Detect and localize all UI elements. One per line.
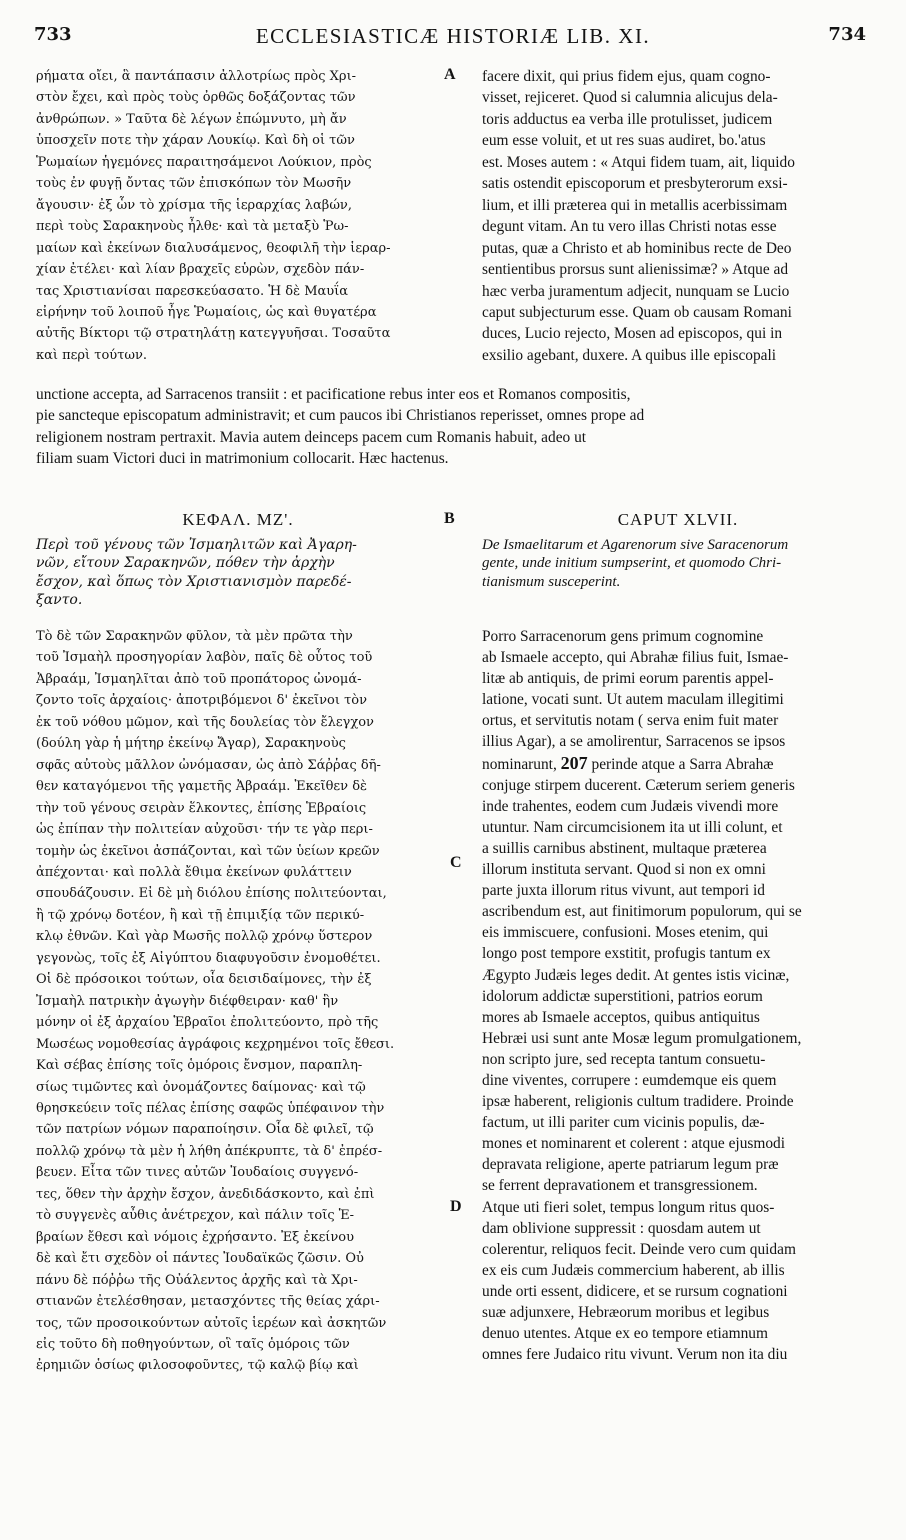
greek-line: Ἀβραάμ, Ἰσμαηλῖται ἀπὸ τοῦ προπάτορος ὠνομά- xyxy=(36,671,362,687)
latin-line: ipsæ haberent, religionis cultum tradidere. Proinde xyxy=(482,1093,794,1111)
greek-line: τας Χριστιανίσαι παρεσκεύασατο. Ἡ δὲ Μαυΐα xyxy=(36,283,349,299)
greek-line: εἰρήνην τοῦ λοιποῦ ἦγε Ῥωμαίοις, ὡς καὶ θυγατέρα xyxy=(36,304,377,320)
latin-line: illorum instituta servant. Quod si non ex omni xyxy=(482,861,766,879)
latin-line: Hebræi usi sunt ante Mosæ legum promulgationem, xyxy=(482,1029,802,1047)
latin-line: conjuge stirpem ducerent. Cæterum seriem generis xyxy=(482,776,795,794)
subtitle-line: ξαντο. xyxy=(36,591,83,608)
greek-line: πολλῷ χρόνῳ τὰ μὲν ἡ λήθη ἀπέκρυπτε, τὰ δ' ἐπρέσ- xyxy=(36,1143,383,1159)
greek-column-top xyxy=(36,66,440,366)
latin-line: dine viventes, corrupere : eumdemque eis quem xyxy=(482,1071,777,1089)
greek-line: τὴν τοῦ γένους σειρὰν ἕλκοντες, ἐπίσης Ἑβραίοις xyxy=(36,800,367,816)
page-number-left: 733 xyxy=(34,24,72,45)
greek-line: Ἰσμαὴλ πατρικὴν ἀγωγὴν διέφθειραν· καθ' ἣν xyxy=(36,993,339,1009)
latin-line: exsilio agebant, duxere. A quibus ille episcopali xyxy=(482,346,777,364)
latin-line: suæ adjunxere, Hebræorum moribus et legibus xyxy=(482,1304,770,1321)
latin-body-lines-b xyxy=(482,775,874,1366)
latin-line: litæ ab antiquis, de primi eorum parentis appel- xyxy=(482,670,774,688)
greek-line: Μωσέως νομοθεσίας ἀγράφοις κεχρημένοι τοῖς ἔθεσι. xyxy=(36,1036,395,1052)
greek-line: δὲ καὶ ἔτι σχεδὸν οἱ πάντες Ἰουδαϊκῶς ζῶσιν. Οὐ xyxy=(36,1251,364,1267)
greek-line: ἀπέχονται· καὶ πολλὰ ἔθιμα ἐκείνων φυλάττειν xyxy=(36,864,352,880)
latin-line: dam oblivione suppressit : quosdam autem ut xyxy=(482,1219,761,1237)
greek-column-body xyxy=(36,626,440,1377)
latin-line: ascribendum est, aut finitimorum populorum, qui se xyxy=(482,903,802,921)
latin-line: unde orti essent, didicere, et se rursum cognationi xyxy=(482,1282,788,1300)
running-title: ECCLESIASTICÆ HISTORIÆ LIB. XI. xyxy=(255,24,651,48)
greek-line: στιανῶν ἐτελέσθησαν, μετασχόντες τῆς θείας χάρι- xyxy=(36,1294,380,1310)
latin-line: utuntur. Nam circumcisionem ita ut illi colunt, et xyxy=(482,818,783,836)
latin-line: Porro Sarracenorum gens primum cognomine xyxy=(482,628,764,645)
subtitle-line: ἔσχον, καὶ ὅπως τὸν Χριστιανισμὸν παρεδέ- xyxy=(36,573,352,590)
greek-line: στὸν ἔχει, καὶ πρὸς τοὺς ὀρθῶς δοξάζοντας τῶν xyxy=(36,90,356,106)
greek-line: βευεν. Εἶτα τῶν τινες αὐτῶν Ἰουδαίοις συγγενό- xyxy=(36,1165,359,1181)
greek-line: τοὺς ἐν φυγῇ ὄντας τῶν ἐπισκόπων τὸν Μωσῆν xyxy=(36,176,352,192)
latin-line: ortus, et servitutis notam ( serva enim fuit mater xyxy=(482,712,779,730)
latin-line: mores ab Ismaele acceptos, quibus antiquitus xyxy=(482,1008,760,1026)
margin-letter-a: A xyxy=(444,66,456,83)
greek-line: γεγονὼς, τοῖς ἐξ Αἰγύπτου διαφυγοῦσιν ἐνομοθέτει. xyxy=(36,950,381,966)
greek-line: κλῳ ἐθνῶν. Καὶ γὰρ Μωσῆς πολλῷ χρόνῳ ὕστερον xyxy=(36,929,373,945)
margin-letter-d: D xyxy=(450,1198,462,1215)
greek-line: σίως τιμῶντες καὶ ὀνομάζοντες δαίμονας· καὶ τῷ xyxy=(36,1079,366,1095)
greek-line: ἢ τῷ χρόνῳ δοτέον, ἢ καὶ τῇ ἐπιμιξίᾳ τῶν περικύ- xyxy=(36,907,365,923)
latin-line: est. Moses autem : « Atqui fidem tuam, ait, liquido xyxy=(482,153,795,171)
latin-line: omnes fere Judaico ritu vivunt. Verum non ita diu xyxy=(482,1346,788,1364)
greek-line: ἐκ τοῦ νόθου μῶμον, καὶ τῆς δουλείας τὸν ἔλεγχον xyxy=(36,714,374,730)
greek-line: εἰς τοῦτο δὴ ποθηγούντων, οἳ ταῖς ὁμόροις τῶν xyxy=(36,1336,350,1352)
margin-letter-c: C xyxy=(450,854,462,871)
latin-line: putas, quæ a Christo et ab hominibus recte de Deo xyxy=(482,239,792,257)
greek-line: Καὶ σέβας ἐπίσης τοῖς ὁμόροις ἔνσμον, παραπλη- xyxy=(36,1058,363,1074)
greek-line: ζοντο τοῖς ἀρχαίοις· ἀποτριβόμενοι δ' ἐκεῖνοι τὸν xyxy=(36,693,368,709)
greek-line: τομὴν ὡς ἐκεῖνοι ἀσπάζονται, καὶ τῶν ὑείων κρεῶν xyxy=(36,843,380,859)
greek-line: τες, ὅθεν τὴν ἀρχὴν ἔσχον, ἀνεδιδάσκοντο, καὶ ἐπὶ xyxy=(36,1186,375,1202)
running-header xyxy=(0,24,906,56)
latin-line: se ferrent depravationem et transgressionem. xyxy=(482,1177,758,1195)
greek-line: πάνυ δὲ πόῤῥω τῆς Οὐάλεντος ἀρχῆς καὶ τὰ Χρι- xyxy=(36,1272,358,1288)
greek-line: Ῥωμαίων ἡγεμόνες παραιτησάμενοι Λούκιον, πρὸς xyxy=(36,154,372,170)
margin-letter-b: B xyxy=(444,510,455,527)
latin-line: denuo utentes. Atque ex eo tempore etiamnum xyxy=(482,1325,768,1343)
greek-line: τος, τῶν προσοικούντων αὐτοῖς ἱερέων καὶ ἀσκητῶν xyxy=(36,1315,387,1331)
latin-line: religionem nostram pertraxit. Mavia autem deinceps pacem cum Romanis habuit, adeo ut xyxy=(36,428,587,446)
latin-line: depravata religione, aperte patriarum legum præ xyxy=(482,1156,779,1174)
latin-line: parte juxta illorum ritus vivunt, aut tempori id xyxy=(482,882,765,900)
subtitle-line: νῶν, εἴτουν Σαρακηνῶν, πόθεν τὴν ἀρχὴν xyxy=(36,555,335,572)
subtitle-line: De Ismaelitarum et Agarenorum sive Saracenorum xyxy=(482,537,789,553)
greek-line: χίαν ἐτέλει· καὶ λίαν βραχεῖς εὑρὼν, σχεδὸν πάν- xyxy=(36,262,365,278)
greek-line: τοῦ Ἰσμαὴλ προσηγορίαν λαβὸν, παῖς δὲ οὗτος τοῦ xyxy=(36,650,373,666)
latin-line: duces, Lucio rejecto, Mosen ad episcopos, qui in xyxy=(482,325,783,343)
greek-line: ρήματα οἴει, ἃ παντάπασιν ἀλλοτρίως πρὸς Χρι- xyxy=(36,69,357,84)
greek-line: περὶ τοὺς Σαρακηνοὺς ἦλθε· καὶ τὰ μεταξὺ Ῥω- xyxy=(36,219,349,235)
greek-chapter-heading: ΚΕΦΑΛ. ΜΖ'. xyxy=(182,510,294,529)
latin-line: hæc verba juramentum adjecit, nunquam se Lucio xyxy=(482,282,790,300)
latin-line: sentientibus prorsus sunt alienissimæ? » Atque ad xyxy=(482,261,789,279)
latin-line: eis immiscuere, confusioni. Moses etenim, qui xyxy=(482,924,769,942)
greek-line: σπουδάζουσιν. Εἰ δὲ μὴ διόλου ἐπίσης πολιτεύονται, xyxy=(36,886,387,902)
page-number-right: 734 xyxy=(828,24,866,45)
latin-line: degunt vitam. An tu vero illas Christi notas esse xyxy=(482,218,777,236)
latin-line: idolorum addictæ superstitioni, patrios eorum xyxy=(482,987,763,1005)
latin-text: nominarunt, xyxy=(482,755,561,773)
latin-column-top xyxy=(482,66,874,366)
greek-line: ἀνθρώπων. » Ταῦτα δὲ λέγων ἐπώμνυτο, μὴ ἄν xyxy=(36,111,347,127)
latin-chapter-heading: CAPUT XLVII. xyxy=(617,510,739,529)
greek-line: τῶν πατρίων νόμων παραποίησιν. Οἷα δὲ φιλεῖ, τῷ xyxy=(36,1122,374,1138)
latin-line: longo post tempore exstitit, profugis tantum ex xyxy=(482,945,771,963)
greek-line: (δούλη γὰρ ἡ μήτηρ ἐκείνῳ Ἄγαρ), Σαρακηνοὺς xyxy=(36,736,346,752)
greek-line: τὸ συγγενὲς αὖθις ἀνέτρεχον, καὶ πάλιν τοῖς Ἑ- xyxy=(36,1208,355,1224)
latin-line: a suillis carnibus abstinent, multaque præterea xyxy=(482,839,767,857)
greek-line: βραίων ἔθεσι καὶ νόμοις ἐχρήσαντο. Ἐξ ἐκείνου xyxy=(36,1229,355,1245)
greek-chapter-subtitle xyxy=(36,536,440,609)
subtitle-line: Περὶ τοῦ γένους τῶν Ἰσμαηλιτῶν καὶ Ἀγαρη- xyxy=(36,537,357,553)
marginal-page-number: 207 xyxy=(560,752,588,773)
latin-line: non scripto jure, sed recepta tantum consuetu- xyxy=(482,1050,766,1068)
latin-full-width-paragraph xyxy=(36,384,874,470)
latin-line: unctione accepta, ad Sarracenos transiit : et pacificatione rebus inter eos et Romanos compositis, xyxy=(36,386,631,403)
latin-line: illius Agar), a se amolirentur, Sarracenos se ipsos xyxy=(482,733,786,751)
subtitle-line: gente, unde initium sumpserint, et quomodo Chri- xyxy=(482,555,782,572)
subtitle-line: tianismum susceperint. xyxy=(482,573,621,590)
latin-line: Ægypto Judæis leges dedit. At gentes istis vicinæ, xyxy=(482,966,790,984)
greek-line: ὑποσχεῖν ποτε τὴν χάραν Λουκίῳ. Καὶ δὴ οἱ τῶν xyxy=(36,133,355,149)
latin-line: ex eis cum Judæis commercium haberent, ab illis xyxy=(482,1261,785,1279)
latin-line: mones et nominarent et colerent : atque ejusmodi xyxy=(482,1135,786,1153)
greek-line: θεν καταγόμενοι τῆς γαμετῆς Ἀβραάμ. Ἐκεῖθεν δὲ xyxy=(36,779,367,795)
latin-text: perinde atque a Sarra Abrahæ xyxy=(587,755,774,773)
latin-chapter-subtitle xyxy=(482,536,874,591)
latin-line: toris adductus ea verba ille protulisset, judicem xyxy=(482,110,773,128)
latin-line: eum esse voluit, et ut res suas audiret, bo.'atus xyxy=(482,132,766,150)
greek-line: Τὸ δὲ τῶν Σαρακηνῶν φῦλον, τὰ μὲν πρῶτα τὴν xyxy=(36,629,353,644)
latin-line: ab Ismaele accepto, qui Abrahæ filius fuit, Ismae- xyxy=(482,649,789,667)
latin-line: pie sancteque episcopatum administravit; et cum paucos ibi Christianos reperisset, omnes prope ad xyxy=(36,407,645,425)
latin-line: satis ostendit episcoporum et presbyterorum exsi- xyxy=(482,175,788,193)
latin-line: facere dixit, qui prius fidem ejus, quam cogno- xyxy=(482,68,771,85)
greek-line: ἄγουσιν· ἐξ ὧν τὸ χρίσμα τῆς ἱεραρχίας λαβών, xyxy=(36,197,352,213)
latin-line: filiam suam Victori duci in matrimonium collocarit. Hæc hactenus. xyxy=(36,450,449,468)
greek-line: μαίων καὶ ἐκείνων διαλυσάμενος, θεοφιλῆ τὴν ἱεραρ- xyxy=(36,240,391,256)
latin-body-lines-a xyxy=(482,626,874,753)
greek-line: ὡς ἐπίπαν τὴν πολιτείαν αὐχοῦσι· τήν τε γὰρ περι- xyxy=(36,822,373,838)
latin-line: colerentur, reliquos fecit. Deinde vero cum quidam xyxy=(482,1240,796,1258)
latin-line: visset, rejiceret. Quod si calumnia alicujus dela- xyxy=(482,89,778,107)
greek-line: ἐρημιῶν ὁσίως φιλοσοφοῦντες, τῷ καλῷ βίῳ καὶ xyxy=(36,1358,359,1374)
latin-line: latione, vocati sunt. Ut autem maculam illegitimi xyxy=(482,691,784,709)
latin-line: factum, ut illi pariter cum vicinis populis, dæ- xyxy=(482,1114,765,1132)
latin-line: Atque uti fieri solet, tempus longum ritus quos- xyxy=(482,1198,775,1216)
greek-line: θρησκεύειν τοῖς πέλας ἐπίσης σαφῶς ὑπέφαινον τὴν xyxy=(36,1100,385,1116)
latin-line xyxy=(482,753,874,775)
greek-line: Οἱ δὲ πρόσοικοι τούτων, οἷα δεισιδαίμονες, τὴν ἐξ xyxy=(36,972,372,988)
greek-line: καὶ περὶ τούτων. xyxy=(36,347,148,363)
latin-line: lium, et illi præterea qui in metallis acerbissimam xyxy=(482,196,788,214)
latin-line: inde trahentes, eodem cum Judæis vivendi more xyxy=(482,797,779,815)
latin-column-body xyxy=(482,626,874,1365)
greek-line: αὐτῆς Βίκτορι τῷ στρατηλάτῃ κατεγγυῆσαι. Τοσαῦτα xyxy=(36,326,391,342)
greek-line: σφᾶς αὐτοὺς μᾶλλον ὠνόμασαν, ὡς ἀπὸ Σάῤῥας δῆ- xyxy=(36,757,381,773)
greek-line: μόνην οἱ ἐξ ἀρχαίου Ἑβραῖοι ἐπολιτεύοντο, πρὸ τῆς xyxy=(36,1015,379,1031)
latin-line: caput subjecturum esse. Quam ob causam Romani xyxy=(482,303,792,321)
